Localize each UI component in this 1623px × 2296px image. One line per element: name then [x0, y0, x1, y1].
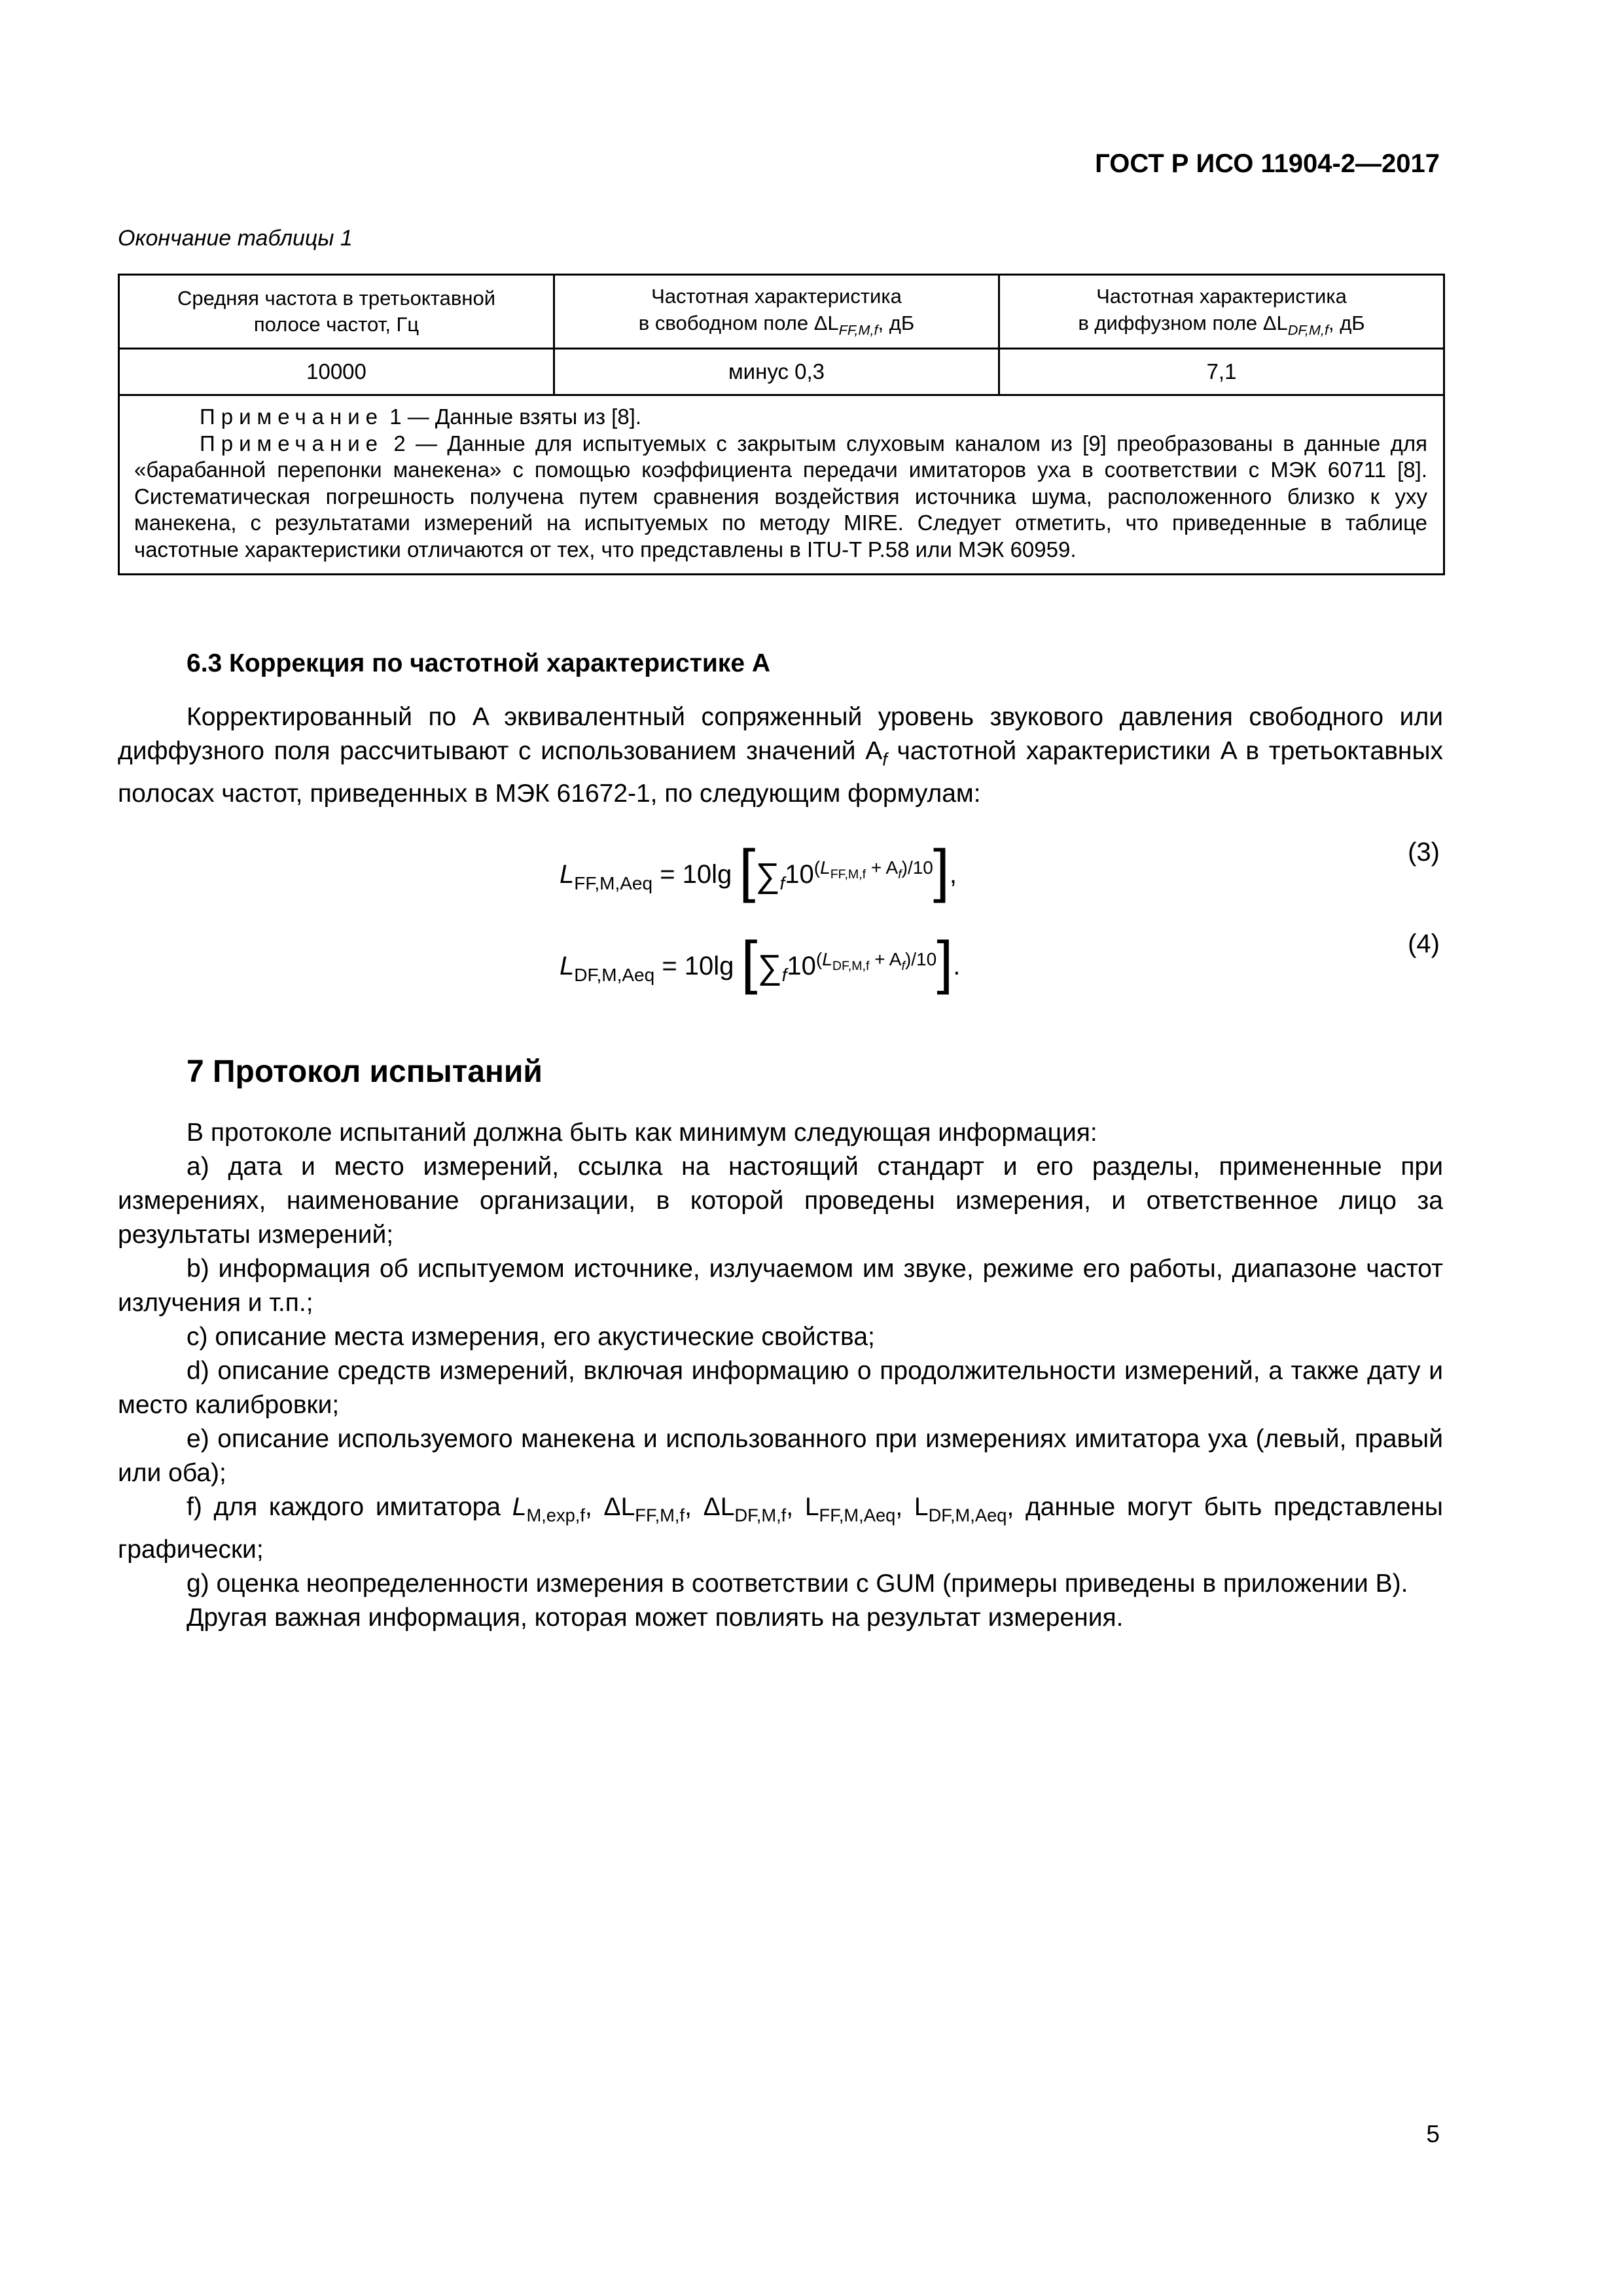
table-header-row — [119, 275, 1444, 349]
page-number: 5 — [1426, 2121, 1440, 2147]
list-item-f: f) для каждого имитатора $L_{M,exp,f}$, $\Delta L_{FF,M,f}$, $\Delta L_{DF,M,f}$, $L_{FF,M,Aeq}$, $L_{DF,M,Aeq}$, данные могут быть представлены графически; — [118, 1493, 1443, 1564]
section-7-heading: 7 Протокол испытаний — [187, 1054, 543, 1089]
note-2: Примечание 2 — Данные для испытуемых с закрытым слуховым каналом из [9] преобразованы в данные для «барабанной перепонки манекена» с помощью коэффициента передачи имитаторов уха в соответствии с МЭК 60711 [8]. Систематическая погрешность получена путем сравнения воздействия источника шума, расположенного близко к уху манекена, с результатами измерений на испытуемых по методу MIRE. Следует отметить, что приведенные в таблице частотные характеристики отличаются от тех, что представлены в ITU-T P.58 или МЭК 60959. — [134, 431, 1427, 562]
section-7-body — [118, 1116, 1443, 1635]
closing-paragraph: Другая важная информация, которая может повлиять на результат измерения. — [187, 1603, 1124, 1632]
cell-frequency: 10000 — [119, 349, 554, 395]
list-item-e: e) описание используемого манекена и использованного при измерениях имитатора уха (левый, правый или оба); — [118, 1425, 1443, 1487]
section-7-intro: В протоколе испытаний должна быть как минимум следующая информация: — [187, 1119, 1097, 1147]
list-item-d: d) описание средств измерений, включая информацию о продолжительности измерений, а также дату и место калибровки; — [118, 1357, 1443, 1419]
note-1: Примечание 1 — Данные взяты из [8]. — [200, 404, 642, 429]
section-6-3-paragraph: Корректированный по A эквивалентный сопряженный уровень звукового давления свободного или диффузного поля рассчитывают с использованием значений $A_f$ частотной характеристики A в третьоктавных полосах частот, приведенных в МЭК 61672-1, по следующим формулам: — [118, 703, 1443, 808]
header-cell-frequency: Средняя частота в третьоктавной полосе частот, Гц — [119, 275, 554, 349]
section-6-3-heading: 6.3 Коррекция по частотной характеристике A — [187, 649, 771, 677]
formula-3: $L_{FF,M,Aeq} = 10\lg$ $[\sum_f10^{(L_{FF,M,f} + A_f)/10}]$, (3) — [560, 838, 1440, 904]
list-item-a: a) дата и место измерений, ссылка на настоящий стандарт и его разделы, примененные при измерениях, наименование организации, в которой проведены измерения, и ответственное лицо за результаты измерений; — [118, 1153, 1443, 1249]
formula-4: $L_{DF,M,Aeq} = 10\lg$ $[\sum_f10^{(L_{DF,M,f} + A_f)/10}]$. (4) — [560, 929, 1440, 996]
cell-diffuse-field: 7,1 — [999, 349, 1444, 395]
list-item-c: c) описание места измерения, его акустические свойства; — [187, 1323, 875, 1351]
cell-free-field: минус 0,3 — [554, 349, 999, 395]
formula-number: (3) — [1408, 838, 1440, 867]
table-notes-row — [119, 395, 1444, 575]
list-item-b: b) информация об испытуемом источнике, излучаемом им звуке, режиме его работы, диапазоне частот излучения и т.п.; — [118, 1255, 1443, 1317]
table-row — [119, 349, 1444, 395]
standard-designation: ГОСТ Р ИСО 11904-2—2017 — [1095, 149, 1440, 178]
header-cell-diffuse-field: Частотная характеристика в диффузном поле $\Delta L_{DF,M,f}$, дБ — [999, 275, 1444, 349]
frequency-response-table — [118, 274, 1445, 575]
formula-number: (4) — [1408, 929, 1440, 958]
header-cell-free-field: Частотная характеристика в свободном поле $\Delta L_{FF,M,f}$, дБ — [554, 275, 999, 349]
table-caption: Окончание таблицы 1 — [118, 226, 353, 251]
table-notes — [119, 395, 1444, 575]
list-item-g: g) оценка неопределенности измерения в соответствии с GUM (примеры приведены в приложении B). — [187, 1569, 1408, 1598]
